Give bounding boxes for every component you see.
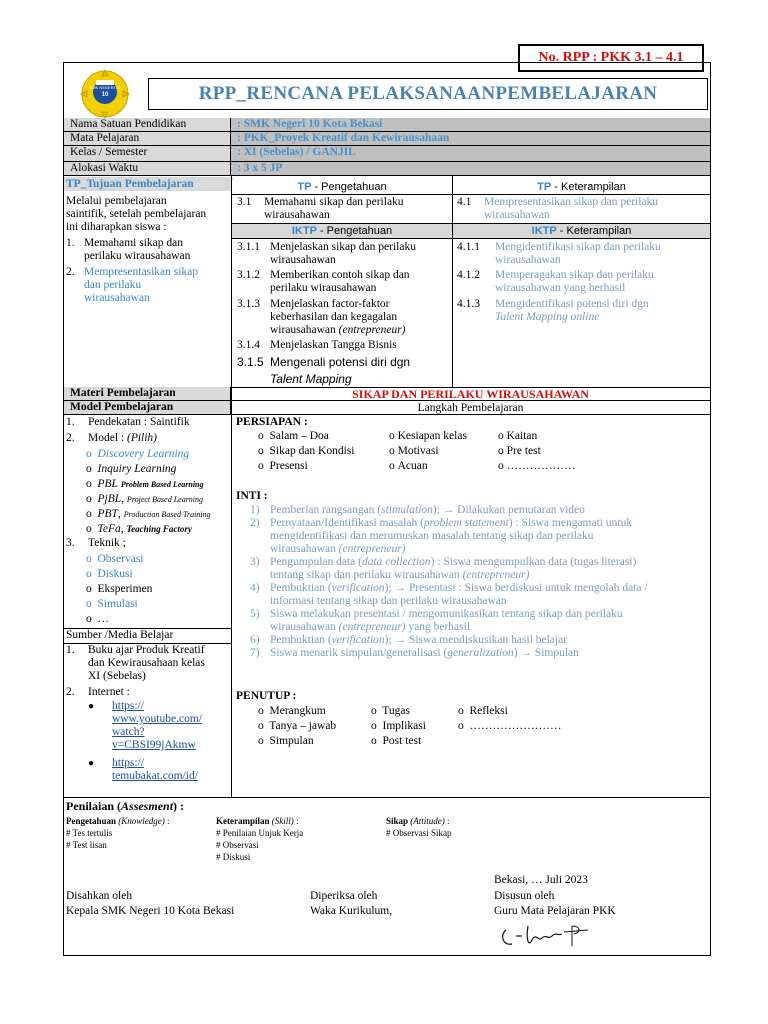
identity-value: : PKK_Proyek Kreatif dan Kewirausahaan — [231, 132, 710, 145]
iktp-3-1-1: 3.1.1 Menjelaskan sikap dan perilaku wirausahawan — [237, 241, 416, 266]
teknik-list: o Observasi o Diskusi o Eksperimen o Simulasi o … — [86, 553, 153, 625]
divider — [64, 797, 710, 798]
penilaian-label: Penilaian (Assesment) : — [66, 799, 185, 813]
svg-text:10: 10 — [101, 92, 109, 98]
penilaian-sikap: Sikap (Attitude) : # Observasi Sikap — [386, 816, 452, 838]
tp-header: TP_Tujuan Pembelajaran — [64, 177, 233, 191]
rpp-number-box: No. RPP : PKK 3.1 – 4.1 — [518, 44, 704, 72]
identity-row — [64, 162, 710, 176]
divider — [231, 194, 710, 195]
school-logo — [72, 68, 138, 120]
divider — [231, 176, 232, 388]
inti-step: 6) Pembuktian (verification); → Siswa mendiskusikan hasil belajar — [250, 634, 568, 646]
divider — [452, 176, 453, 388]
iktp-3-1-3: 3.1.3 Menjelaskan factor-faktor keberhasilan dan kegagalan wirausahawan (entrepreneur) — [237, 298, 406, 336]
inti-label: INTI : — [236, 490, 268, 502]
penutup-col1: o Merangkum o Tanya – jawab o Simpulan — [258, 705, 337, 747]
inti-step: 7) Siswa menarik simpulan/generalisasi (generalization) → Simpulan — [250, 647, 579, 659]
tp-goal-2: 2. Mempresentasikan sikap dan perilaku wirausahawan — [66, 266, 199, 304]
identity-label: Mata Pelajaran — [64, 132, 231, 145]
signature-checked: Diperiksa oleh Waka Kurikulum, — [310, 890, 393, 917]
identity-value: : XI (Sebelas) / GANJIL — [231, 146, 710, 161]
penutup-label: PENUTUP : — [236, 690, 297, 702]
iktp-4-1-2: 4.1.2 Memperagakan sikap dan perilaku wirausahawan yang berhasil — [457, 269, 654, 294]
divider — [231, 387, 232, 797]
identity-value: : SMK Negeri 10 Kota Bekasi — [231, 118, 710, 131]
teknik-label: 3. Teknik ; — [66, 537, 126, 549]
penilaian-keterampilan: Keterampilan (Skill) : # Penilaian Unjuk Kerja # Observasi # Diskusi — [216, 816, 304, 862]
link-youtube[interactable]: ● https:// www.youtube.com/ watch? v=CBSI99jAkmw — [88, 700, 202, 751]
model-row — [64, 401, 710, 415]
iktp-3-1-2: 3.1.2 Memberikan contoh sikap dan perilaku wirausahawan — [237, 269, 410, 294]
iktp-4-1-3: 4.1.3 Mengidentifikasi potensi diri dgn Talent Mapping online — [457, 298, 649, 323]
iktp-4-1-1: 4.1.1 Mengidentifikasi sikap dan perilaku wirausahawan — [457, 241, 661, 266]
kd-4-1: 4.1 Mempresentasikan sikap dan perilaku wirausahawan — [457, 196, 659, 221]
model-list: o Discovery Learning o Inquiry Learning o PBL Problem Based Learning o PjBL, Project Based Learning o PBT, Production Based Training o TeFa, Teaching Factory — [86, 448, 211, 535]
handwritten-signature — [498, 918, 594, 954]
link-temubakat[interactable]: ● https:// temubakat.com/id/ — [88, 757, 198, 782]
sumber-book: 1. Buku ajar Produk Kreatif dan Kewirausahaan kelas XI (Sebelas) — [66, 644, 205, 682]
tp-pengetahuan-header: TP - Pengetahuan — [232, 180, 452, 194]
divider — [231, 238, 710, 239]
signature-approved: Disahkan oleh Kepala SMK Negeri 10 Kota Bekasi — [66, 890, 235, 917]
tp-intro: Melalui pembelajaran saintifik, setelah pembelajaran ini diharapkan siswa : — [66, 195, 207, 233]
inti-step: 4) Pembuktian (verification); → Presentasi : Siswa berdiskusi untuk mengolah data / informasi tentang sikap dan perilaku wirausahawan — [250, 582, 648, 607]
identity-label: Kelas / Semester — [64, 146, 231, 161]
identity-row — [64, 118, 710, 132]
sumber-internet: 2. Internet : — [66, 686, 130, 698]
place-date: Bekasi, … Juli 2023 — [494, 874, 588, 886]
identity-row — [64, 146, 710, 162]
penutup-col3: o Refleksi o …………………… — [458, 705, 562, 732]
inti-step: 3) Pengumpulan data (data collection) : Siswa mengumpulkan data (tugas literasi) tentang sikap dan perilaku wirausahawan (entrepreneur) — [250, 556, 637, 581]
sumber-label: Sumber /Media Belajar — [66, 629, 174, 641]
iktp-keterampilan-header: IKTP - Keterampilan — [453, 224, 710, 238]
inti-step: 5) Siswa melakukan presentasi / mengomunikasikan tentang sikap dan perilaku wirausahawan (entrepreneur) yang berhasil — [250, 608, 623, 633]
identity-label: Nama Satuan Pendidikan — [64, 118, 231, 131]
materi-value: SIKAP DAN PERILAKU WIRAUSAHAWAN — [352, 387, 589, 401]
iktp-pengetahuan-header: IKTP - Pengetahuan — [232, 224, 452, 238]
iktp-3-1-4: 3.1.4 Menjelaskan Tangga Bisnis — [237, 339, 397, 351]
persiapan-col1: o Salam – Doa o Sikap dan Kondisi o Presensi — [258, 430, 355, 472]
inti-step: 1) Pemberian rangsangan (stimulation); → Dilakukan pemutaran video — [250, 504, 585, 516]
model-label: Model Pembelajaran — [64, 401, 231, 414]
inti-step: 2) Pernyataan/Identifikasi masalah (problem statement) : Siswa mengamati untuk mengidentifikasi dan merumuskan masalah tentang sikap dan perilaku wirausahawan (entrepreneur) — [250, 517, 633, 555]
model-approach: 1. Pendekatan : Saintifik — [66, 416, 190, 428]
model-choose: 2. Model : (Pilih) — [66, 432, 158, 444]
materi-label: Materi Pembelajaran — [64, 387, 231, 400]
kd-3-1: 3.1 Memahami sikap dan perilaku wirausahawan — [237, 196, 404, 221]
tp-keterampilan-header: TP - Keterampilan — [453, 180, 710, 194]
steps-header: Langkah Pembelajaran — [417, 402, 524, 414]
identity-row — [64, 132, 710, 146]
signature-prepared: Disusun oleh Guru Mata Pelajaran PKK — [494, 890, 616, 917]
tp-goal-1: 1. Memahami sikap dan perilaku wirausahawan — [66, 237, 191, 262]
penutup-col2: o Tugas o Implikasi o Post test — [371, 705, 426, 747]
persiapan-col2: o Kesiapan kelas o Motivasi o Acuan — [389, 430, 467, 472]
persiapan-label: PERSIAPAN : — [236, 416, 308, 428]
inti-steps — [250, 504, 704, 660]
identity-label: Alokasi Waktu — [64, 162, 231, 175]
iktp-3-1-5: 3.1.5 Mengenali potensi diri dgn Talent Mapping — [237, 355, 411, 386]
penilaian-pengetahuan: Pengetahuan (Knowledge) : # Tes tertulis # Test lisan — [66, 816, 170, 850]
identity-value: : 3 x 5 JP — [231, 162, 710, 175]
document-title: RPP_RENCANA PELAKSANAANPEMBELAJARAN — [148, 78, 708, 110]
persiapan-col3: o Kaitan o Pre test o ……………… — [498, 430, 576, 472]
materi-row — [64, 387, 710, 401]
svg-text:SMK NEGERI 10: SMK NEGERI 10 — [89, 85, 121, 90]
